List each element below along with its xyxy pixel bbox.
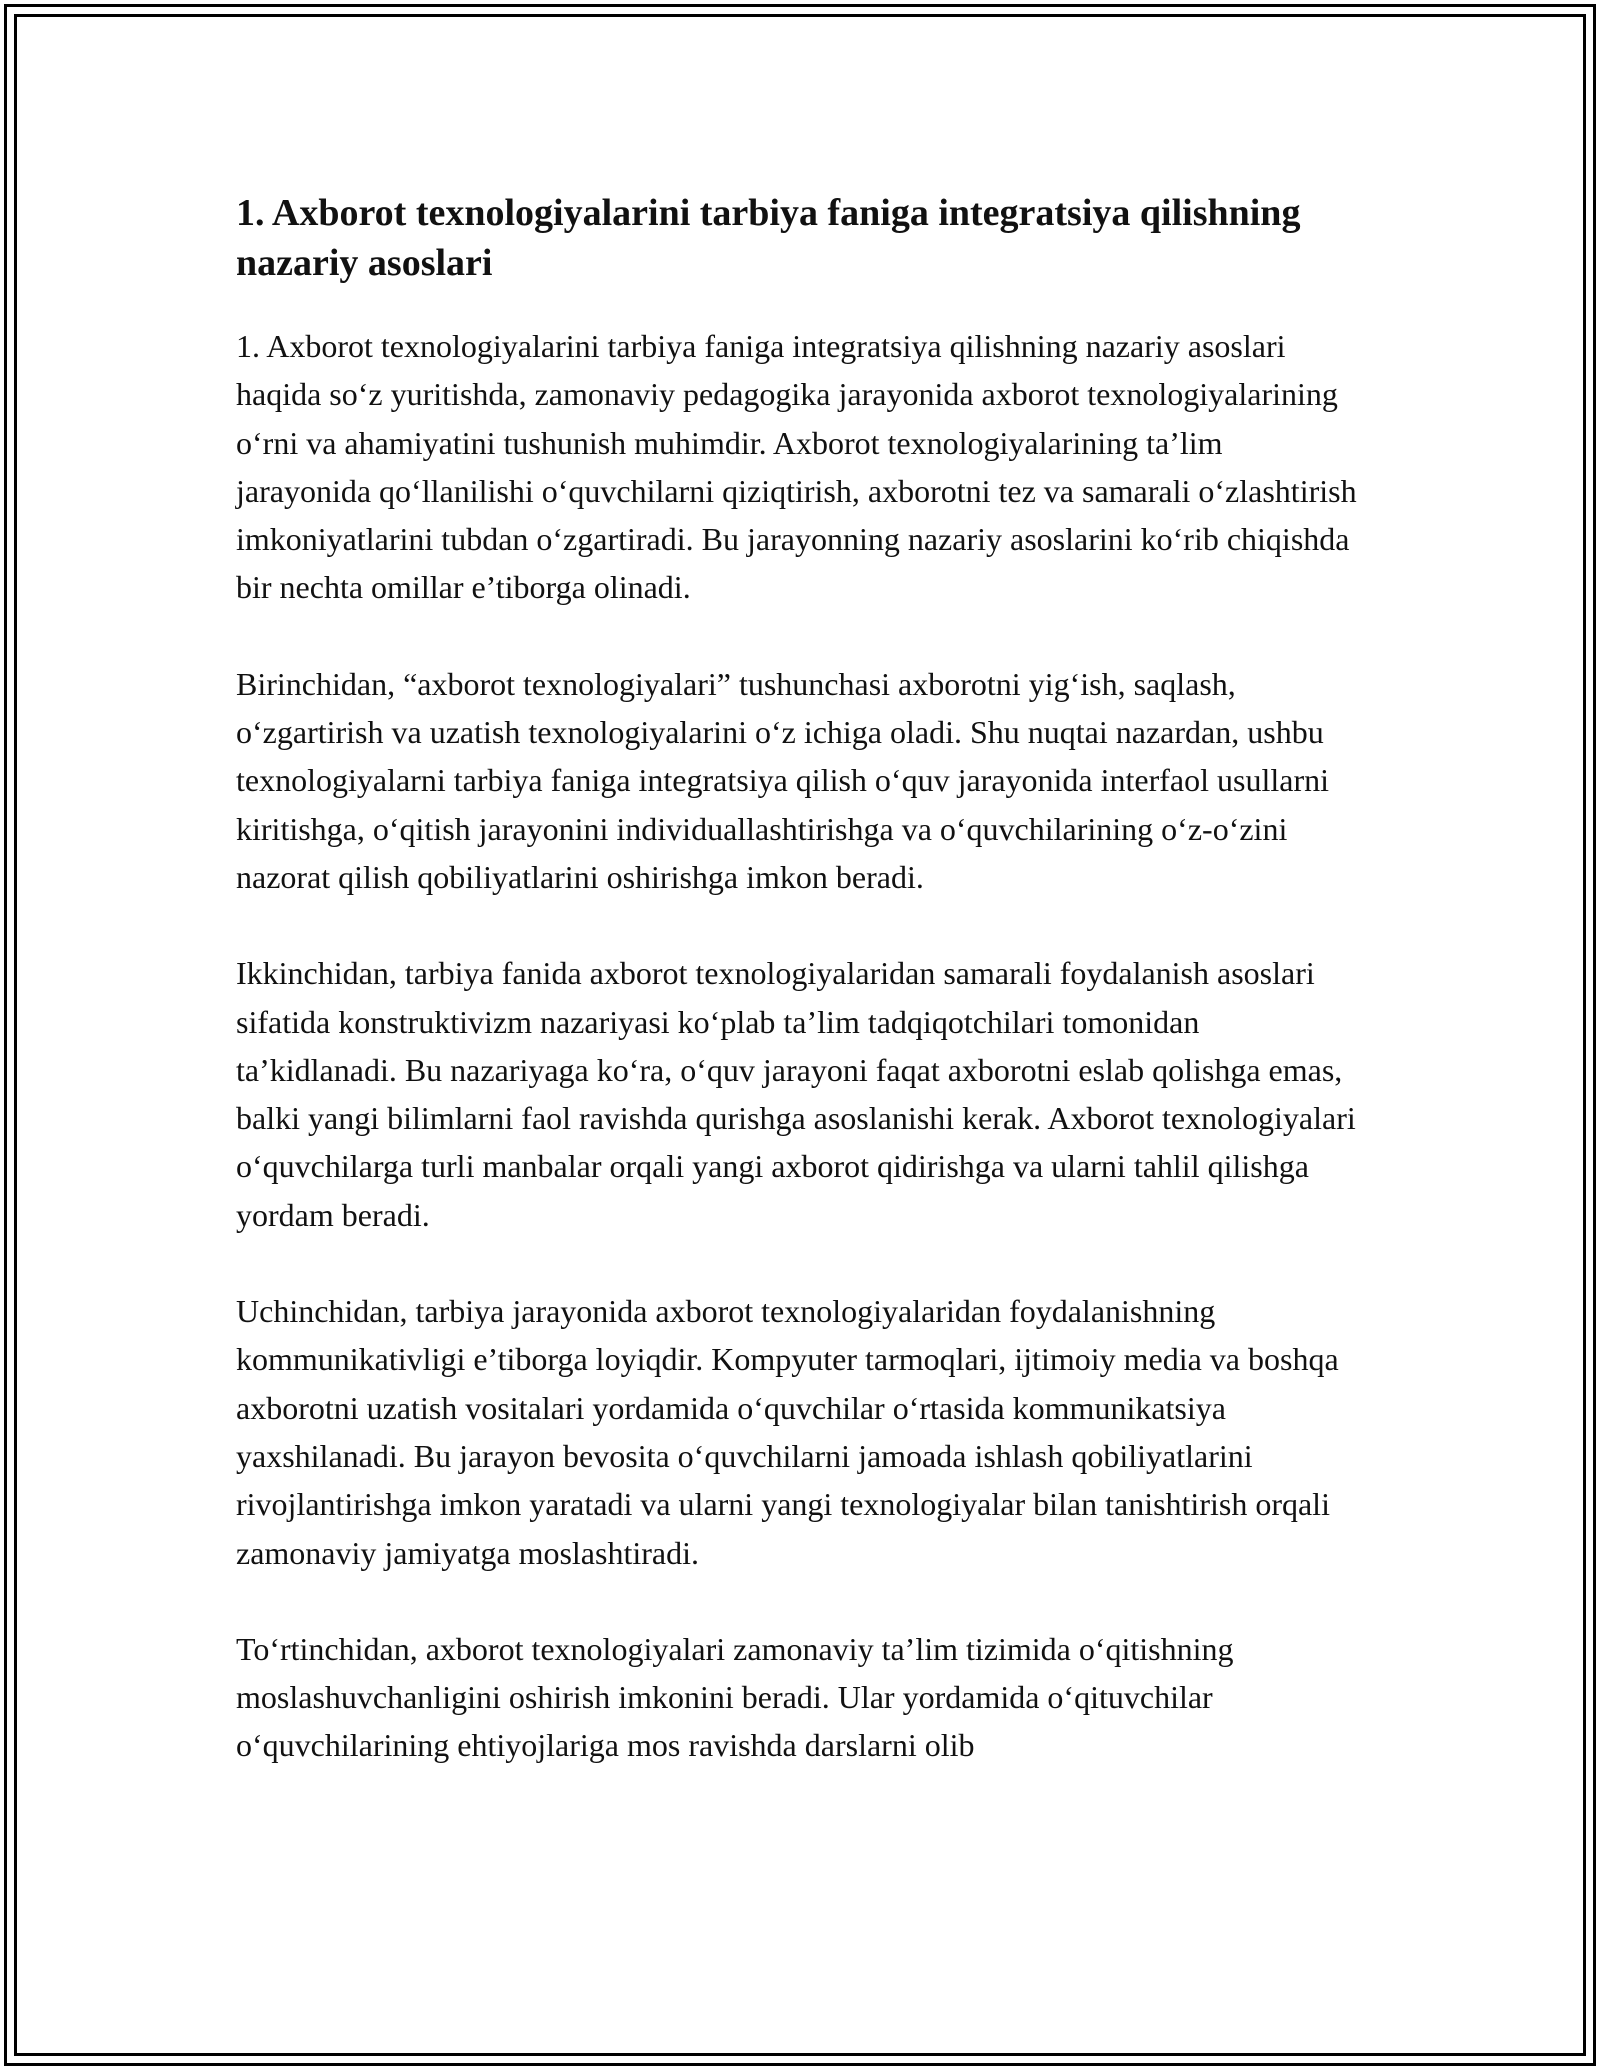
document-body <box>236 188 1364 1818</box>
paragraph-third: Uchinchidan, tarbiya jarayonida axborot texnologiyalaridan foydalanishning kommunikativligi e’tiborga loyiqdir. Kompyuter tarmoqlari, ijtimoiy media va boshqa axborotni uzatish vositalari yordamida o‘quvchilar o‘rtasida kommunikatsiya yaxshilanadi. Bu jarayon bevosita o‘quvchilarni jamoada ishlash qobiliyatlarini rivojlantirishga imkon yaratadi va ularni yangi texnologiyalar bilan tanishtirish orqali zamonaviy jamiyatga moslashtiradi. <box>236 1293 1339 1571</box>
document-title: 1. Axborot texnologiyalarini tarbiya faniga integratsiya qilishning nazariy asoslari <box>236 192 1301 284</box>
paragraph-second: Ikkinchidan, tarbiya fanida axborot texnologiyalaridan samarali foydalanish asoslari sifatida konstruktivizm nazariyasi ko‘plab ta’lim tadqiqotchilari tomonidan ta’kidlanadi. Bu nazariyaga ko‘ra, o‘quv jarayoni faqat axborotni eslab qolishga emas, balki yangi bilimlarni faol ravishda qurishga asoslanishi kerak. Axborot texnologiyalari o‘quvchilarga turli manbalar orqali yangi axborot qidirishga va ularni tahlil qilishga yordam beradi. <box>236 955 1356 1233</box>
paragraph-fourth: To‘rtinchidan, axborot texnologiyalari zamonaviy ta’lim tizimida o‘qitishning moslashuvchanligini oshirish imkonini beradi. Ular yordamida o‘qituvchilar o‘quvchilarining ehtiyojlariga mos ravishda darslarni olib <box>236 1630 1234 1764</box>
paragraph-intro: 1. Axborot texnologiyalarini tarbiya faniga integratsiya qilishning nazariy asoslari haqida so‘z yuritishda, zamonaviy pedagogika jarayonida axborot texnologiyalarining o‘rni va ahamiyatini tushunish muhimdir. Axborot texnologiyalarining ta’lim jarayonida qo‘llanilishi o‘quvchilarni qiziqtirish, axborotni tez va samarali o‘zlashtirish imkoniyatlarini tubdan o‘zgartiradi. Bu jarayonning nazariy asoslarini ko‘rib chiqishda bir nechta omillar e’tiborga olinadi. <box>236 328 1357 606</box>
paragraph-first: Birinchidan, “axborot texnologiyalari” tushunchasi axborotni yig‘ish, saqlash, o‘zgartirish va uzatish texnologiyalarini o‘z ichiga oladi. Shu nuqtai nazardan, ushbu texnologiyalarni tarbiya faniga integratsiya qilish o‘quv jarayonida interfaol usullarni kiritishga, o‘qitish jarayonini individuallashtirishga va o‘quvchilarining o‘z-o‘zini nazorat qilish qobiliyatlarini oshirishga imkon beradi. <box>236 665 1329 895</box>
